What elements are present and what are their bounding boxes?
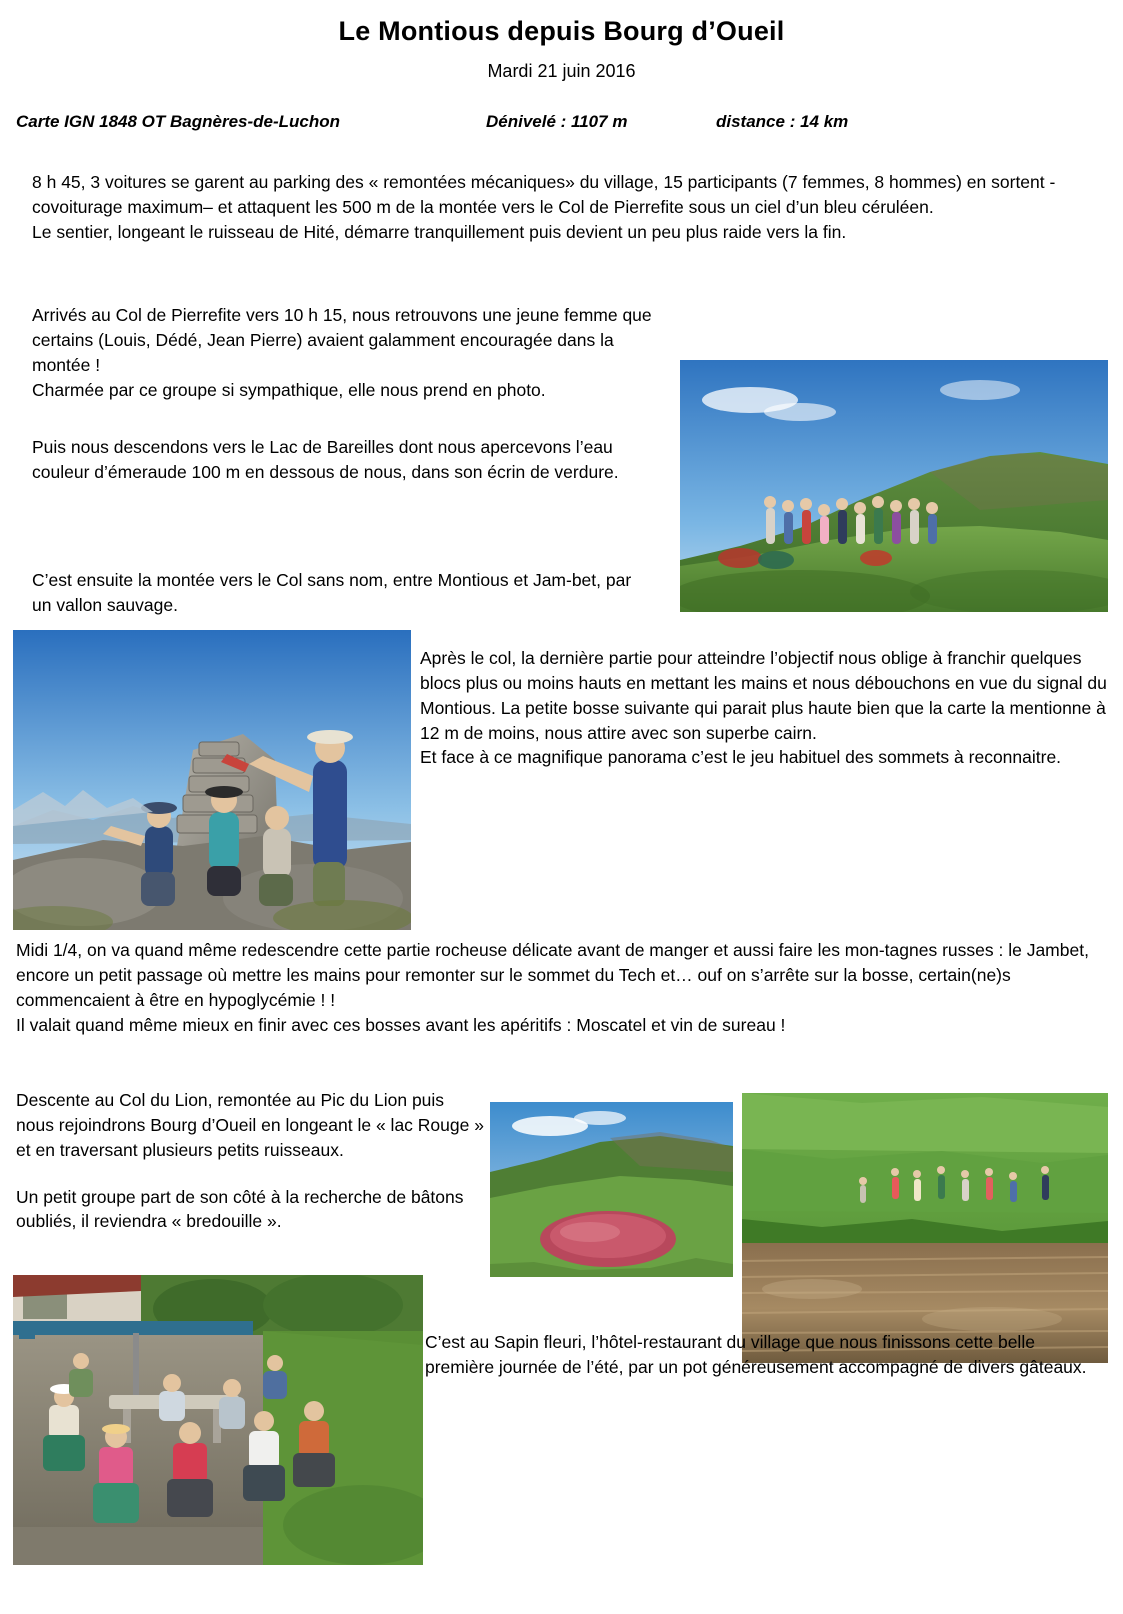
photo-terrasse	[13, 1275, 423, 1565]
page-title: Le Montious depuis Bourg d’Oueil	[338, 16, 785, 46]
paragraph-6: C’est ensuite la montée vers le Col sans nom, entre Montious et Jam-bet, par un vallon sauvage.	[32, 570, 632, 615]
photo-lac-rouge	[490, 1102, 733, 1277]
paragraph-1: 8 h 45, 3 voitures se garent au parking des « remontées mécaniques» du village, 15 participants (7 femmes, 8 hommes) en sortent -covoiturage maximum– et attaquent les 500 m de la montée vers le Col de Pierrefite sous un ciel d’un bleu céruléen.	[32, 172, 1056, 217]
photo-cairn-image	[13, 630, 411, 930]
paragraph-7: Après le col, la dernière partie pour atteindre l’objectif nous oblige à franchir quelques blocs plus ou moins hauts en mettant les mains et nous débouchons en vue du signal du Montious. La petite bosse suivante qui parait plus haute bien que la carte la mentionne à 12 m de moins, nous attire avec son superbe cairn.	[420, 648, 1107, 743]
descente-block	[16, 1088, 486, 1234]
sapin-fleuri-block	[425, 1330, 1090, 1380]
col-sans-nom-block	[16, 568, 671, 618]
spacer	[16, 1163, 486, 1185]
paragraph-9: Midi 1/4, on va quand même redescendre cette partie rocheuse délicate avant de manger et aussi faire les mon-tagnes russes : le Jambet, encore un petit passage où mettre les mains pour remonter sur le sommet du Tech et… ouf on s’arrête sur la bosse, certain(ne)s commencaient à être en hypoglycémie ! !	[16, 940, 1089, 1010]
paragraph-4: Charmée par ce groupe si sympathique, elle nous prend en photo.	[32, 379, 546, 400]
paragraph-13: C’est au Sapin fleuri, l’hôtel-restaurant du village que nous finissons cette belle première journée de l’été, par un pot généreusement accompagné de divers gâteaux.	[425, 1332, 1087, 1377]
paragraph-8: Et face à ce magnifique panorama c’est le jeu habituel des sommets à reconnaitre.	[420, 747, 1062, 768]
route-metadata	[0, 112, 1123, 132]
paragraph-3: Arrivés au Col de Pierrefite vers 10 h 15, nous retrouvons une jeune femme que certains (Louis, Dédé, Jean Pierre) avaient galamment encouragée dans la montée !	[32, 305, 652, 375]
after-col-block	[420, 646, 1108, 770]
bareilles-block	[16, 435, 671, 485]
photo-terrasse-image	[13, 1275, 423, 1565]
document-date: Mardi 21 juin 2016	[487, 61, 636, 81]
paragraph-10: Il valait quand même mieux en finir avec ces bosses avant les apéritifs : Moscatel et vin de sureau !	[16, 1014, 786, 1035]
paragraph-12: Un petit groupe part de son côté à la recherche de bâtons oubliés, il reviendra « bredouille ».	[16, 1186, 464, 1232]
photo-ruisseau	[742, 1093, 1108, 1363]
photo-group-at-col	[680, 360, 1108, 612]
photo-cairn	[13, 630, 411, 930]
paragraph-5: Puis nous descendons vers le Lac de Bareilles dont nous apercevons l’eau couleur d’émeraude 100 m en dessous de nous, dans son écrin de verdure.	[32, 437, 619, 482]
distance: distance : 14 km	[716, 112, 849, 131]
paragraph-11: Descente au Col du Lion, remontée au Pic du Lion puis nous rejoindrons Bourg d’Oueil en longeant le « lac Rouge » et en traversant plusieurs petits ruisseaux.	[16, 1090, 484, 1160]
photo-group-at-col-image	[680, 360, 1108, 612]
photo-ruisseau-image	[742, 1093, 1108, 1363]
document-page	[0, 10, 1123, 1614]
midi-block	[16, 938, 1108, 1037]
photo-lac-rouge-image	[490, 1102, 733, 1277]
intro-block	[16, 170, 1108, 245]
map-reference: Carte IGN 1848 OT Bagnères-de-Luchon	[16, 112, 341, 131]
elevation-gain: Dénivelé : 1107 m	[486, 112, 628, 131]
pierrefite-block	[16, 303, 676, 402]
paragraph-2: Le sentier, longeant le ruisseau de Hité, démarre tranquillement puis devient un peu plus raide vers la fin.	[32, 221, 847, 242]
